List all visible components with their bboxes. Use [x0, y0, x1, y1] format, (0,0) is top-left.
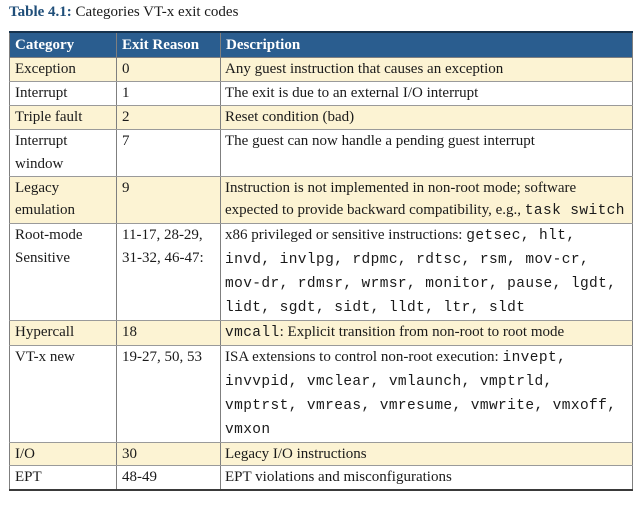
- table-row: [10, 105, 633, 129]
- category-cell: I/O: [10, 442, 117, 466]
- category-cell: VT-x new: [10, 345, 117, 442]
- exit-reason-cell: 7: [117, 129, 221, 176]
- exit-reason-cell: 9: [117, 176, 221, 224]
- description-cell: [221, 224, 633, 321]
- description-cell: Reset condition (bad): [221, 105, 633, 129]
- category-cell: Triple fault: [10, 105, 117, 129]
- category-cell: Exception: [10, 58, 117, 82]
- exit-reason-cell: 1: [117, 81, 221, 105]
- table-row: [10, 129, 633, 176]
- table-caption: [9, 2, 238, 22]
- description-text: ISA extensions to control non-root execution:: [225, 348, 499, 365]
- table-row: [10, 466, 633, 490]
- exit-reason-cell: 18: [117, 320, 221, 345]
- table-row: [10, 176, 633, 224]
- description-code: getsec, hlt, invd, invlpg, rdpmc, rdtsc, rsm, mov-cr, mov-dr, rdmsr, wrmsr, monitor, pause, lgdt, lidt, sgdt, sidt, lldt, ltr, sldt: [225, 228, 617, 317]
- table-row: [10, 345, 633, 442]
- description-cell: The guest can now handle a pending guest interrupt: [221, 129, 633, 176]
- description-text: x86 privileged or sensitive instructions:: [225, 227, 463, 244]
- caption-label: Table 4.1:: [9, 4, 72, 20]
- description-cell: [221, 176, 633, 224]
- description-cell: EPT violations and misconfigurations: [221, 466, 633, 490]
- category-cell: Hypercall: [10, 320, 117, 345]
- category-cell: Interrupt window: [10, 129, 117, 176]
- description-text: : Explicit transition from non-root to root mode: [279, 323, 565, 340]
- header-category: Category: [10, 32, 117, 58]
- caption-text: Categories VT-x exit codes: [75, 4, 239, 20]
- header-exit-reason: Exit Reason: [117, 32, 221, 58]
- exit-reason-cell: 0: [117, 58, 221, 82]
- category-cell: Legacy emulation: [10, 176, 117, 224]
- header-description: Description: [221, 32, 633, 58]
- table-header-row: [10, 32, 633, 58]
- exit-reason-cell: 2: [117, 105, 221, 129]
- description-cell: The exit is due to an external I/O interrupt: [221, 81, 633, 105]
- exit-codes-table: [9, 31, 633, 491]
- category-cell: Interrupt: [10, 81, 117, 105]
- table-row: [10, 320, 633, 345]
- exit-reason-cell: 30: [117, 442, 221, 466]
- table-row: [10, 442, 633, 466]
- category-cell: EPT: [10, 466, 117, 490]
- description-cell: [221, 345, 633, 442]
- description-code: vmcall: [225, 324, 280, 341]
- exit-reason-cell: 48-49: [117, 466, 221, 490]
- exit-reason-cell: 19-27, 50, 53: [117, 345, 221, 442]
- table-row: [10, 81, 633, 105]
- description-code: invept, invvpid, vmclear, vmlaunch, vmptrld, vmptrst, vmreas, vmresume, vmwrite, vmxoff, vmxon: [225, 349, 617, 438]
- description-cell: Legacy I/O instructions: [221, 442, 633, 466]
- description-code: task switch: [524, 203, 625, 220]
- description-cell: Any guest instruction that causes an exception: [221, 58, 633, 82]
- category-cell: Root-mode Sensitive: [10, 224, 117, 321]
- description-text: Instruction is not implemented in non-root mode; software expected to provide backward compatibility, e.g.,: [225, 179, 577, 219]
- exit-reason-cell: 11-17, 28-29, 31-32, 46-47:: [117, 224, 221, 321]
- table-row: [10, 58, 633, 82]
- description-cell: [221, 320, 633, 345]
- table-row: [10, 224, 633, 321]
